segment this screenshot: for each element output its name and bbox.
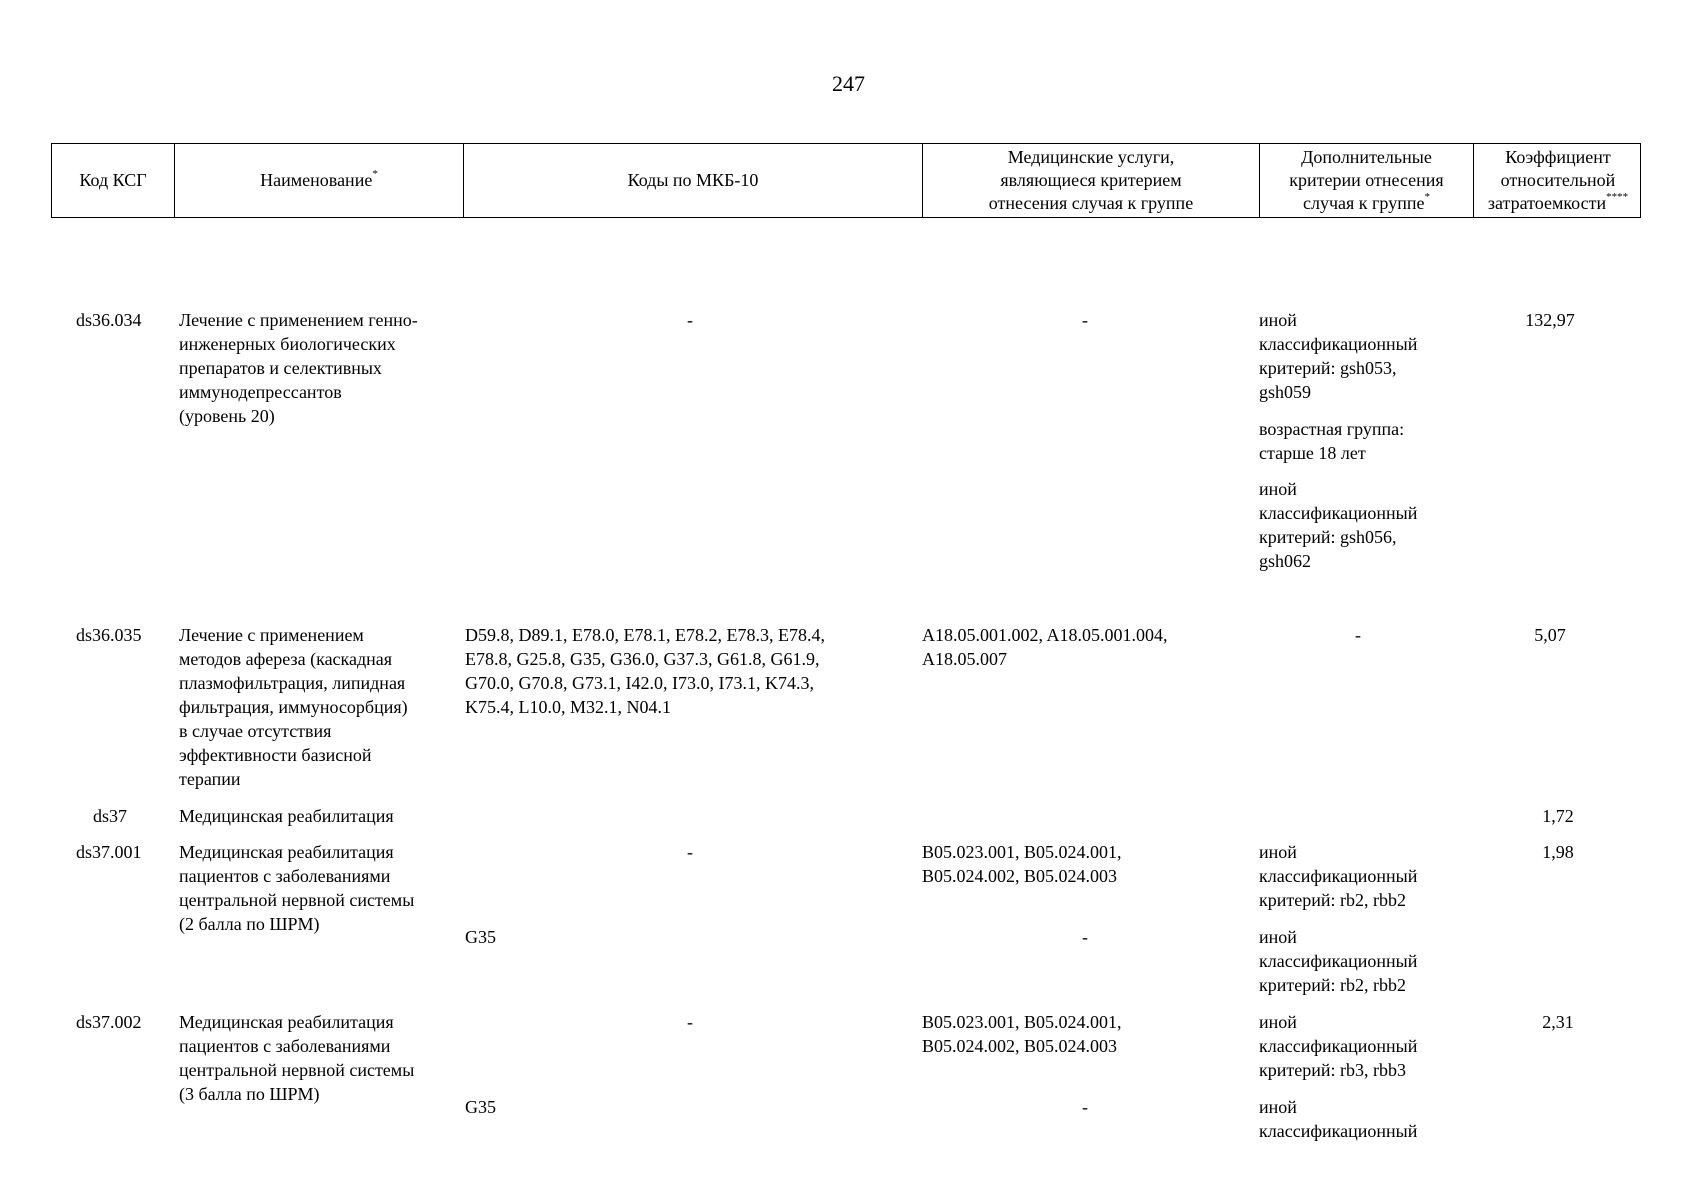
row-name: Медицинская реабилитация пациентов с заболеваниями центральной нервной системы (2 балла по ШРМ)	[179, 842, 415, 934]
row-criteria: иной классификационный	[1259, 1097, 1418, 1141]
row-criteria: иной классификационный критерий: gsh053, gsh059	[1259, 310, 1418, 402]
row-mkb: -	[687, 842, 693, 862]
header-name: Наименование*	[175, 144, 464, 217]
row-criteria: иной классификационный критерий: rb2, rbb2	[1259, 927, 1418, 995]
row-code: ds37.001	[76, 842, 142, 862]
row-mkb: G35	[465, 1097, 496, 1117]
row-name: Медицинская реабилитация	[179, 806, 394, 826]
header-criteria: Дополнительные критерии отнесения случая к группе*	[1260, 144, 1474, 217]
row-services: B05.023.001, B05.024.001, B05.024.002, B05.024.003	[922, 842, 1122, 886]
row-mkb: -	[687, 1012, 693, 1032]
row-coef: 132,97	[1525, 310, 1575, 330]
row-coef: 5,07	[1534, 625, 1566, 645]
table-header	[51, 143, 1641, 218]
row-name: Лечение с применением методов афереза (каскадная плазмофильтрация, липидная фильтрация, иммуносорбция) в случае отсутствия эффективности базисной терапии	[179, 625, 408, 789]
row-name: Медицинская реабилитация пациентов с заболеваниями центральной нервной системы (3 балла по ШРМ)	[179, 1012, 415, 1104]
row-coef: 1,72	[1542, 806, 1574, 826]
row-services: A18.05.001.002, A18.05.001.004, A18.05.007	[922, 625, 1168, 669]
row-code: ds36.035	[76, 625, 142, 645]
row-criteria: -	[1355, 625, 1361, 645]
row-criteria: возрастная группа: старше 18 лет	[1259, 419, 1405, 463]
row-services: -	[1082, 1097, 1088, 1117]
header-coef: Коэффициент относительной затратоемкости****	[1487, 147, 1629, 213]
row-services: -	[1082, 927, 1088, 947]
header-code: Код КСГ	[52, 144, 175, 217]
row-coef: 2,31	[1542, 1012, 1574, 1032]
row-criteria: иной классификационный критерий: rb2, rbb2	[1259, 842, 1418, 910]
row-services: B05.023.001, B05.024.001, B05.024.002, B05.024.003	[922, 1012, 1122, 1056]
row-mkb: G35	[465, 927, 496, 947]
row-code: ds37	[93, 806, 128, 826]
row-mkb: D59.8, D89.1, E78.0, E78.1, E78.2, E78.3, E78.4, E78.8, G25.8, G35, G36.0, G37.3, G61.8, G61.9, G70.0, G70.8, G73.1, I42.0, I73.0, I73.1, K74.3, K75.4, L10.0, M32.1, N04.1	[465, 625, 825, 717]
row-mkb: -	[687, 310, 693, 330]
row-criteria: иной классификационный критерий: rb3, rbb3	[1259, 1012, 1418, 1080]
page-number: 247	[832, 71, 865, 96]
row-services: -	[1082, 310, 1088, 330]
header-services: Медицинские услуги, являющиеся критерием отнесения случая к группе	[923, 144, 1260, 217]
row-coef: 1,98	[1542, 842, 1574, 862]
row-criteria: иной классификационный критерий: gsh056, gsh062	[1259, 479, 1418, 571]
row-name: Лечение с применением генно- инженерных биологических препаратов и селективных иммунодепрессантов (уровень 20)	[179, 310, 418, 426]
row-code: ds37.002	[76, 1012, 142, 1032]
row-code: ds36.034	[76, 310, 142, 330]
header-mkb: Коды по МКБ-10	[464, 144, 923, 217]
